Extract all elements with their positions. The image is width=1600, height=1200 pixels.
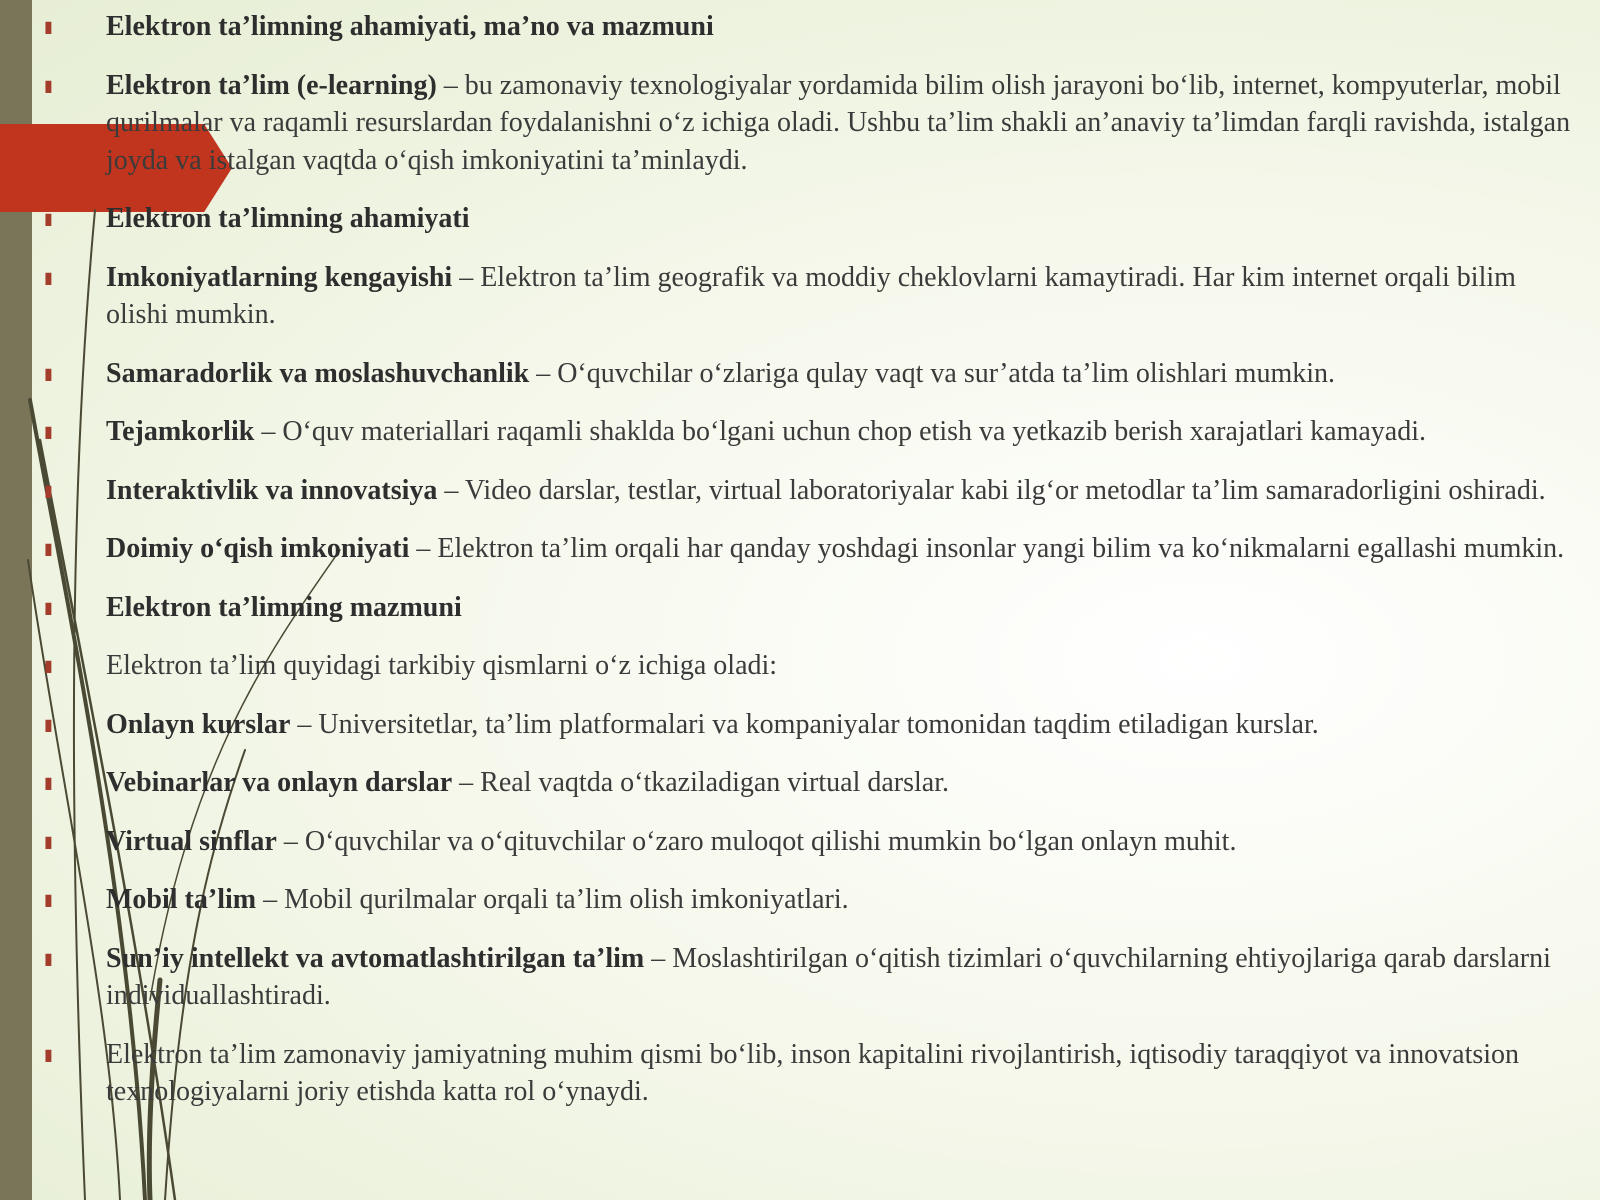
bullet-item xyxy=(44,259,1584,334)
bullet-marker-icon: ▮ xyxy=(44,948,53,968)
bullet-item xyxy=(44,67,1584,180)
bullet-text xyxy=(106,647,1584,685)
bullet-body: Elektron ta’lim zamonaviy jamiyatning muhim qismi bo‘lib, inson kapitalini rivojlantirish, iqtisodiy taraqqiyot va innovatsion texnologiyalarni joriy etishda katta rol o‘ynaydi. xyxy=(106,1038,1520,1107)
bullet-text xyxy=(106,200,1584,238)
bullet-item xyxy=(44,413,1584,451)
bullet-body: – O‘quv materiallari raqamli shaklda bo‘lgani uchun chop etish va yetkazib berish xarajatlari kamayadi. xyxy=(254,416,1427,447)
bullet-marker-icon: ▮ xyxy=(44,656,53,675)
bullet-marker-icon: ▮ xyxy=(44,831,53,851)
bullet-text xyxy=(106,472,1584,510)
bullet-text xyxy=(106,764,1584,802)
bullet-item xyxy=(44,881,1584,919)
bullet-text xyxy=(106,823,1584,861)
bullet-text xyxy=(106,706,1584,744)
bullet-item xyxy=(44,8,1584,46)
bullet-marker-icon: ▮ xyxy=(44,363,53,383)
slide-content xyxy=(44,8,1584,1111)
bullet-marker-icon: ▮ xyxy=(44,422,53,441)
bullet-body: – Mobil qurilmalar orqali ta’lim olish imkoniyatlari. xyxy=(256,884,849,915)
bullet-item xyxy=(44,764,1584,802)
bullet-bold: Elektron ta’limning ahamiyati, ma’no va mazmuni xyxy=(106,11,714,42)
bullet-text xyxy=(106,589,1584,627)
bullet-item xyxy=(44,940,1584,1015)
bullet-bold: Onlayn kurslar xyxy=(106,708,291,740)
bullet-item xyxy=(44,1036,1584,1111)
bullet-marker-icon: ▮ xyxy=(44,267,53,287)
bullet-bold: Virtual sinflar xyxy=(106,825,277,857)
bullet-body: – O‘quvchilar va o‘qituvchilar o‘zaro muloqot qilishi mumkin bo‘lgan onlayn muhit. xyxy=(276,825,1237,857)
bullet-body: – Elektron ta’lim geografik va moddiy cheklovlarni kamaytiradi. Har kim internet orqali bilim olishi mumkin. xyxy=(106,261,1516,330)
bullet-marker-icon: ▮ xyxy=(44,597,53,617)
bullet-marker-icon: ▮ xyxy=(44,17,53,36)
bullet-item xyxy=(44,355,1584,393)
bullet-body: – Real vaqtda o‘tkaziladigan virtual darslar. xyxy=(452,767,949,798)
bullet-text xyxy=(106,940,1584,1015)
bullet-marker-icon: ▮ xyxy=(44,75,53,95)
bullet-bold: Sun’iy intellekt va avtomatlashtirilgan ta’lim xyxy=(106,942,645,974)
bullet-text xyxy=(106,67,1584,180)
bullet-item xyxy=(44,472,1584,510)
bullet-bold: Tejamkorlik xyxy=(106,416,255,447)
bullet-text xyxy=(106,259,1584,334)
bullet-text xyxy=(106,1036,1584,1111)
bullet-bold: Samaradorlik va moslashuvchanlik xyxy=(106,357,530,389)
bullet-bold: Elektron ta’limning mazmuni xyxy=(106,591,462,623)
bullet-text xyxy=(106,8,1584,46)
bullet-text xyxy=(106,530,1584,568)
bullet-text xyxy=(106,881,1584,919)
bullet-text xyxy=(106,413,1584,451)
bullet-bold: Interaktivlik va innovatsiya xyxy=(106,474,438,506)
bullet-body: – Moslashtirilgan o‘qitish tizimlari o‘quvchilarning ehtiyojlariga qarab darslarni individuallashtiradi. xyxy=(106,942,1551,1011)
bullet-bold: Elektron ta’lim (e-learning) xyxy=(106,69,437,101)
bullet-body: – Universitetlar, ta’lim platformalari va kompaniyalar tomonidan taqdim etiladigan kurslar. xyxy=(290,708,1319,740)
bullet-item xyxy=(44,823,1584,861)
bullet-marker-icon: ▮ xyxy=(44,773,53,792)
bullet-item xyxy=(44,530,1584,568)
bullet-bold: Elektron ta’limning ahamiyati xyxy=(106,203,470,234)
bullet-item xyxy=(44,706,1584,744)
bullet-body: – O‘quvchilar o‘zlariga qulay vaqt va sur’atda ta’lim olishlari mumkin. xyxy=(529,357,1336,389)
bullet-body: – Elektron ta’lim orqali har qanday yoshdagi insonlar yangi bilim va ko‘nikmalarni egallashi mumkin. xyxy=(409,533,1565,564)
bullet-bold: Imkoniyatlarning kengayishi xyxy=(106,261,453,293)
bullet-bold: Vebinarlar va onlayn darslar xyxy=(106,767,453,798)
bullet-body: – bu zamonaviy texnologiyalar yordamida bilim olish jarayoni bo‘lib, internet, kompyuterlar, mobil qurilmalar va raqamli resurslardan foydalanishni o‘z ichiga oladi. Ushbu ta’lim shakli an’anaviy ta’limdan farqli ravishda, istalgan joyda va istalgan vaqtda o‘qish imkoniyatini ta’minlaydi. xyxy=(106,69,1571,176)
bullet-text xyxy=(106,355,1584,393)
bullet-marker-icon: ▮ xyxy=(44,714,53,734)
bullet-marker-icon: ▮ xyxy=(44,890,53,909)
bullet-bold: Mobil ta’lim xyxy=(106,884,257,915)
bullet-item xyxy=(44,647,1584,685)
bullet-bold: Doimiy o‘qish imkoniyati xyxy=(106,533,410,564)
bullet-marker-icon: ▮ xyxy=(44,480,53,500)
bullet-item xyxy=(44,589,1584,627)
bullet-body: Elektron ta’lim quyidagi tarkibiy qismlarni o‘z ichiga oladi: xyxy=(106,650,778,681)
bullet-item xyxy=(44,200,1584,238)
bullet-marker-icon: ▮ xyxy=(44,209,53,228)
bullet-marker-icon: ▮ xyxy=(44,1044,53,1064)
bullet-body: – Video darslar, testlar, virtual laboratoriyalar kabi ilg‘or metodlar ta’lim samaradorligini oshiradi. xyxy=(437,474,1546,506)
bullet-marker-icon: ▮ xyxy=(44,539,53,558)
